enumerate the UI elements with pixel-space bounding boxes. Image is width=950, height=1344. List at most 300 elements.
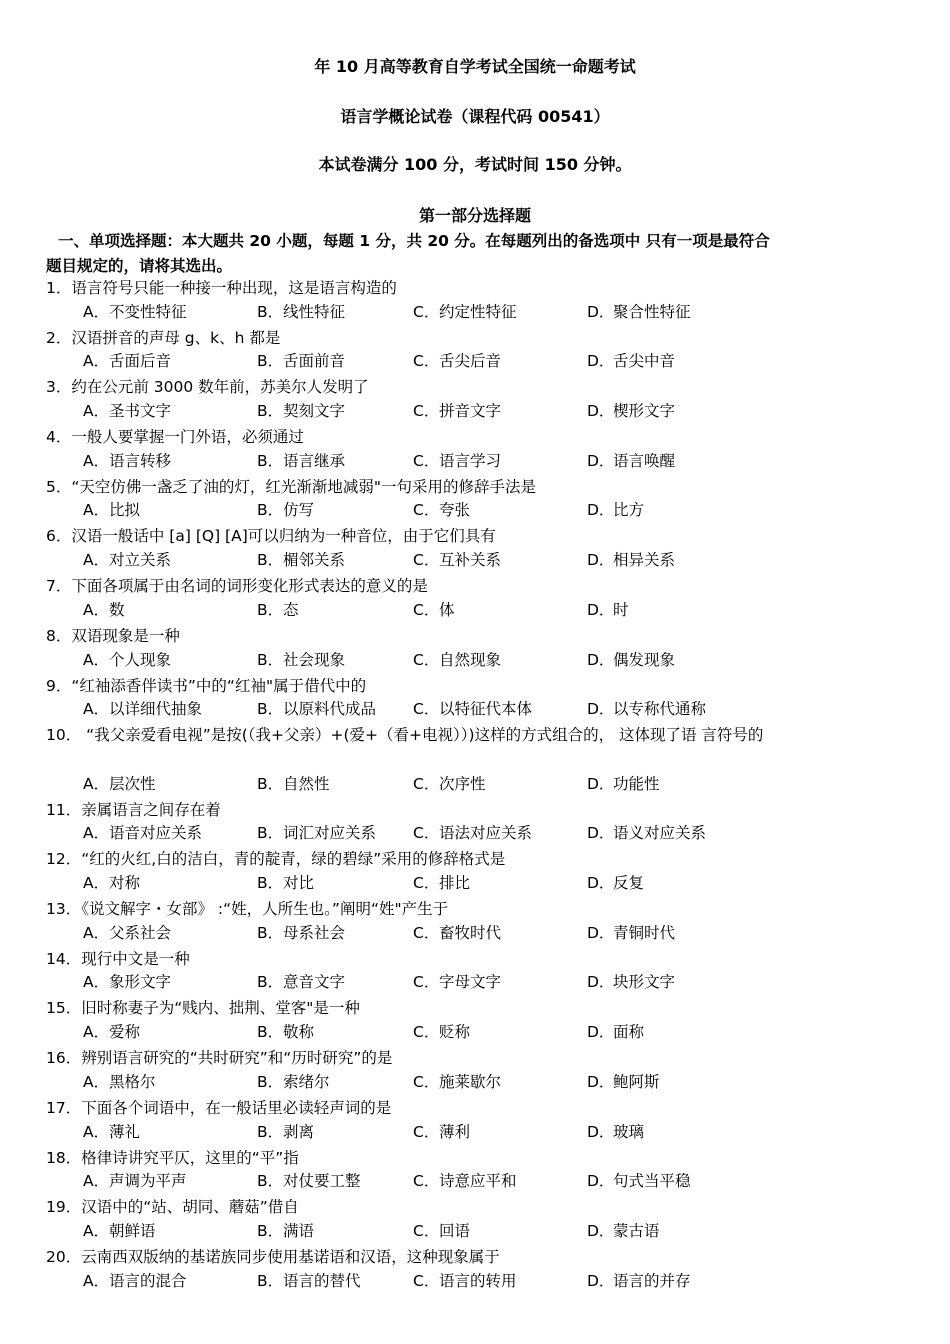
option-text: 比拟 <box>109 501 141 520</box>
option-text: 语言的替代 <box>283 1271 361 1290</box>
option-d[interactable] <box>587 598 629 622</box>
option-letter: A． <box>83 1221 110 1240</box>
option-letter: D． <box>587 874 615 893</box>
question-item <box>46 1245 916 1295</box>
question-text: 汉语一般话中 [a] [Q] [A]可以归纳为一种音位，由于它们具有 <box>71 527 496 546</box>
question-stem <box>46 1046 392 1070</box>
option-text: 夸张 <box>439 501 471 520</box>
question-item <box>46 1146 916 1196</box>
question-text: 汉语拼音的声母 g、k、h 都是 <box>71 328 281 347</box>
option-letter: C． <box>413 600 440 619</box>
question-number: 17． <box>46 1098 82 1117</box>
option-text: 玻璃 <box>613 1122 645 1141</box>
option-text: 剥离 <box>283 1122 315 1141</box>
option-c[interactable] <box>413 970 501 994</box>
option-text: 楔形文字 <box>613 402 676 421</box>
option-d[interactable] <box>587 697 706 721</box>
option-d[interactable] <box>587 772 660 796</box>
option-letter: C． <box>413 551 440 570</box>
option-d[interactable] <box>587 1169 691 1193</box>
option-d[interactable] <box>587 970 675 994</box>
question-number: 6． <box>46 527 72 546</box>
option-c[interactable] <box>413 1070 501 1094</box>
question-stem <box>46 847 505 871</box>
option-letter: D． <box>587 551 615 570</box>
question-text: 下面各项属于由名词的词形变化形式表达的意义的是 <box>71 577 428 596</box>
option-text: 敬称 <box>283 1023 315 1042</box>
option-b[interactable] <box>257 1219 314 1243</box>
question-stem <box>46 475 536 499</box>
option-text: 楣邻关系 <box>283 551 346 570</box>
option-text: 语言的并存 <box>613 1271 691 1290</box>
option-text: 青铜时代 <box>613 923 676 942</box>
option-letter: D． <box>587 824 615 843</box>
option-text: 以详细代抽象 <box>109 700 203 719</box>
option-letter: B． <box>257 923 284 942</box>
option-text: 以专称代通称 <box>613 700 707 719</box>
option-text: 比方 <box>613 501 645 520</box>
option-letter: D． <box>587 650 615 669</box>
option-text: 功能性 <box>613 774 660 793</box>
option-c[interactable] <box>413 1120 470 1144</box>
question-text: 《说文解字・女部》 :“姓，人所生也。”阐明“姓"产生于 <box>81 900 449 919</box>
option-d[interactable] <box>587 1070 660 1094</box>
question-number: 13． <box>46 900 82 919</box>
option-text: 语法对应关系 <box>439 824 533 843</box>
instructions-line-1: 一、单项选择题：本大题共 20 小题，每题 1 分，共 20 分。在每题列出的备选项中 只有一项是最符合 <box>58 232 770 250</box>
option-text: 薄礼 <box>109 1122 141 1141</box>
question-text: 格律诗讲究平仄，这里的“平”指 <box>81 1148 299 1167</box>
option-letter: B． <box>257 600 284 619</box>
question-stem <box>46 1096 391 1120</box>
option-text: 次序性 <box>439 774 486 793</box>
option-row <box>46 300 916 324</box>
question-number: 1． <box>46 279 72 297</box>
option-b[interactable] <box>257 648 345 672</box>
option-a[interactable] <box>83 1219 156 1243</box>
option-letter: B． <box>257 1271 284 1290</box>
option-text: 不变性特征 <box>109 302 187 321</box>
option-d[interactable] <box>587 349 675 373</box>
question-list <box>46 276 916 1295</box>
question-text: 亲属语言之间存在着 <box>81 800 221 819</box>
question-stem <box>46 574 428 598</box>
option-b[interactable] <box>257 1120 314 1144</box>
question-number: 15． <box>46 999 82 1018</box>
option-b[interactable] <box>257 1269 361 1293</box>
option-c[interactable] <box>413 548 501 572</box>
question-stem <box>46 1195 299 1219</box>
option-letter: B． <box>257 1122 284 1141</box>
option-text: 层次性 <box>109 774 156 793</box>
option-letter: A． <box>83 824 110 843</box>
option-text: 语音对应关系 <box>109 824 203 843</box>
question-item <box>46 723 916 798</box>
option-letter: B． <box>257 700 284 719</box>
option-letter: C． <box>413 402 440 421</box>
option-d[interactable] <box>587 449 675 473</box>
exam-title: 年 10 月高等教育自学考试全国统一命题考试 <box>314 57 636 76</box>
option-row <box>46 1070 916 1094</box>
option-letter: B． <box>257 1023 284 1042</box>
option-letter: A． <box>83 1122 110 1141</box>
option-letter: D． <box>587 774 615 793</box>
option-a[interactable] <box>83 648 171 672</box>
option-b[interactable] <box>257 548 345 572</box>
option-text: 自然现象 <box>439 650 502 669</box>
option-text: 诗意应平和 <box>439 1172 517 1191</box>
option-row <box>46 648 916 672</box>
option-c[interactable] <box>413 1169 517 1193</box>
option-text: 契刻文字 <box>283 402 346 421</box>
question-number: 2． <box>46 328 72 347</box>
option-text: 父系社会 <box>109 923 172 942</box>
option-letter: B． <box>257 824 284 843</box>
option-d[interactable] <box>587 648 675 672</box>
option-b[interactable] <box>257 821 376 845</box>
question-stem <box>46 1245 500 1269</box>
option-text: 面称 <box>613 1023 645 1042</box>
option-letter: C． <box>413 824 440 843</box>
option-letter: C． <box>413 302 440 321</box>
option-letter: A． <box>83 1072 110 1091</box>
question-text: 云南西双版纳的基诺族同步使用基诺语和汉语，这种现象属于 <box>81 1247 500 1266</box>
part-title: 第一部分选择题 <box>418 206 531 225</box>
option-text: 黑格尔 <box>109 1072 156 1091</box>
question-item <box>46 326 916 376</box>
option-text: 薄利 <box>439 1122 471 1141</box>
question-text: 辨别语言研究的“共时研究”和“历时研究”的是 <box>81 1049 393 1068</box>
option-b[interactable] <box>257 970 345 994</box>
option-text: 圣书文字 <box>109 402 172 421</box>
question-stem <box>46 996 360 1020</box>
question-item <box>46 798 916 848</box>
option-c[interactable] <box>413 921 501 945</box>
option-letter: D． <box>587 1221 615 1240</box>
option-letter: C． <box>413 923 440 942</box>
question-item <box>46 1096 916 1146</box>
option-c[interactable] <box>413 349 501 373</box>
option-row <box>46 1120 916 1144</box>
option-row <box>46 871 916 895</box>
option-letter: A． <box>83 973 110 992</box>
question-item <box>46 674 916 724</box>
question-stem <box>46 1146 299 1170</box>
option-letter: D． <box>587 1072 615 1091</box>
question-item <box>46 475 916 525</box>
option-letter: D． <box>587 1023 615 1042</box>
question-number: 18． <box>46 1148 82 1167</box>
option-text: 仿写 <box>283 501 315 520</box>
question-stem <box>46 375 369 399</box>
question-item <box>46 897 916 947</box>
question-text: 一般人要掌握一门外语，必须通过 <box>71 428 304 447</box>
option-letter: A． <box>83 551 110 570</box>
question-stem <box>46 524 496 548</box>
option-letter: C． <box>413 1221 440 1240</box>
option-b[interactable] <box>257 1169 361 1193</box>
question-text: 语言符号只能一种接一种出现，这是语言构造的 <box>71 279 397 297</box>
option-letter: D． <box>587 1122 615 1141</box>
option-text: 回语 <box>439 1221 471 1240</box>
option-text: 对立关系 <box>109 551 172 570</box>
option-letter: D． <box>587 451 615 470</box>
option-a[interactable] <box>83 449 171 473</box>
option-a[interactable] <box>83 1120 140 1144</box>
question-number: 14． <box>46 949 82 968</box>
option-d[interactable] <box>587 1120 644 1144</box>
question-item <box>46 847 916 897</box>
exam-info: 本试卷满分 100 分，考试时间 150 分钟。 <box>318 155 632 174</box>
option-letter: B． <box>257 1172 284 1191</box>
question-item <box>46 947 916 997</box>
option-text: 对仗要工整 <box>283 1172 361 1191</box>
option-c[interactable] <box>413 1020 470 1044</box>
option-letter: A． <box>83 923 110 942</box>
option-text: 语言继承 <box>283 451 346 470</box>
option-c[interactable] <box>413 399 501 423</box>
option-b[interactable] <box>257 697 376 721</box>
question-number: 12． <box>46 850 82 869</box>
option-a[interactable] <box>83 399 171 423</box>
option-a[interactable] <box>83 871 140 895</box>
option-b[interactable] <box>257 349 345 373</box>
option-row <box>46 772 916 796</box>
option-letter: C． <box>413 1122 440 1141</box>
option-text: 反复 <box>613 874 645 893</box>
option-text: 以原料代成品 <box>283 700 377 719</box>
option-letter: A． <box>83 352 110 371</box>
option-a[interactable] <box>83 697 202 721</box>
option-letter: B． <box>257 874 284 893</box>
option-b[interactable] <box>257 300 345 324</box>
option-a[interactable] <box>83 821 202 845</box>
question-number: 20． <box>46 1247 82 1266</box>
option-c[interactable] <box>413 1269 517 1293</box>
option-letter: B． <box>257 1221 284 1240</box>
question-text: 双语现象是一种 <box>71 626 180 645</box>
option-text: 数 <box>109 600 125 619</box>
question-text: 汉语中的“站、胡同、蘑菇”借自 <box>81 1198 299 1217</box>
option-d[interactable] <box>587 498 644 522</box>
option-text: 相异关系 <box>613 551 676 570</box>
option-letter: B． <box>257 551 284 570</box>
option-letter: B． <box>257 501 284 520</box>
option-letter: A． <box>83 774 110 793</box>
question-text: 现行中文是一种 <box>81 949 190 968</box>
option-letter: A． <box>83 1271 110 1290</box>
option-a[interactable] <box>83 1269 187 1293</box>
option-text: 舌面前音 <box>283 352 346 371</box>
option-letter: A． <box>83 501 110 520</box>
option-row <box>46 449 916 473</box>
question-number: 19． <box>46 1198 82 1217</box>
question-text: 下面各个词语中，在一般话里必读轻声词的是 <box>81 1098 392 1117</box>
option-b[interactable] <box>257 1070 330 1094</box>
option-a[interactable] <box>83 921 171 945</box>
option-a[interactable] <box>83 498 140 522</box>
option-text: 体 <box>439 600 455 619</box>
option-letter: C． <box>413 874 440 893</box>
option-a[interactable] <box>83 598 125 622</box>
option-row <box>46 349 916 373</box>
option-letter: B． <box>257 650 284 669</box>
option-c[interactable] <box>413 449 501 473</box>
question-text: 约在公元前 3000 数年前，苏美尔人发明了 <box>71 378 369 397</box>
option-letter: B． <box>257 402 284 421</box>
option-text: 索绪尔 <box>283 1072 330 1091</box>
option-a[interactable] <box>83 1169 187 1193</box>
option-d[interactable] <box>587 1219 660 1243</box>
question-number: 3． <box>46 378 72 397</box>
option-letter: C． <box>413 1072 440 1091</box>
option-letter: D． <box>587 1271 615 1290</box>
question-stem <box>46 798 221 822</box>
option-text: 语言学习 <box>439 451 502 470</box>
question-item <box>46 574 916 624</box>
option-b[interactable] <box>257 1020 314 1044</box>
question-item <box>46 524 916 574</box>
option-text: 聚合性特征 <box>613 302 691 321</box>
option-c[interactable] <box>413 697 532 721</box>
option-letter: B． <box>257 451 284 470</box>
option-d[interactable] <box>587 300 691 324</box>
option-b[interactable] <box>257 921 345 945</box>
option-text: 块形文字 <box>613 973 676 992</box>
question-text: “红袖添香伴读书”中的“红袖"属于借代中的 <box>71 676 367 695</box>
option-c[interactable] <box>413 1219 470 1243</box>
question-stem <box>46 947 190 971</box>
option-text: 以特征代本体 <box>439 700 533 719</box>
option-text: 满语 <box>283 1221 315 1240</box>
option-a[interactable] <box>83 772 156 796</box>
option-d[interactable] <box>587 548 675 572</box>
option-text: 拼音文字 <box>439 402 502 421</box>
option-text: 象形文字 <box>109 973 172 992</box>
option-letter: A． <box>83 650 110 669</box>
option-letter: D． <box>587 1172 615 1191</box>
question-number: 10． <box>46 726 82 745</box>
option-text: 朝鲜语 <box>109 1221 156 1240</box>
option-text: 畜牧时代 <box>439 923 502 942</box>
option-text: 语义对应关系 <box>613 824 707 843</box>
option-a[interactable] <box>83 1020 140 1044</box>
option-letter: B． <box>257 1072 284 1091</box>
option-row <box>46 697 916 721</box>
option-c[interactable] <box>413 821 532 845</box>
instructions-line-2: 题目规定的，请将其选出。 <box>46 257 233 275</box>
option-text: 舌尖后音 <box>439 352 502 371</box>
question-stem <box>46 897 448 921</box>
option-c[interactable] <box>413 648 501 672</box>
option-b[interactable] <box>257 598 299 622</box>
option-letter: D． <box>587 501 615 520</box>
option-a[interactable] <box>83 1070 156 1094</box>
option-text: 语言唤醒 <box>613 451 676 470</box>
option-letter: B． <box>257 973 284 992</box>
option-letter: C． <box>413 774 440 793</box>
option-row <box>46 1269 916 1293</box>
option-d[interactable] <box>587 1020 644 1044</box>
question-stem <box>46 326 280 350</box>
option-b[interactable] <box>257 399 345 423</box>
option-row <box>46 498 916 522</box>
option-d[interactable] <box>587 921 675 945</box>
question-stem <box>46 723 908 748</box>
option-a[interactable] <box>83 970 171 994</box>
option-row <box>46 548 916 572</box>
option-b[interactable] <box>257 449 345 473</box>
option-text: 句式当平稳 <box>613 1172 691 1191</box>
question-number: 16． <box>46 1049 82 1068</box>
option-letter: C． <box>413 501 440 520</box>
question-text: 旧时称妻子为“贱内、拙荆、堂客"是一种 <box>81 999 360 1018</box>
option-text: 个人现象 <box>109 650 172 669</box>
option-letter: B． <box>257 302 284 321</box>
option-text: 互补关系 <box>439 551 502 570</box>
question-item <box>46 425 916 475</box>
option-text: 社会现象 <box>283 650 346 669</box>
question-item <box>46 624 916 674</box>
option-text: 态 <box>283 600 299 619</box>
option-b[interactable] <box>257 871 314 895</box>
question-number: 4． <box>46 428 72 447</box>
option-b[interactable] <box>257 498 314 522</box>
option-text: 意音文字 <box>283 973 346 992</box>
option-b[interactable] <box>257 772 330 796</box>
option-letter: A． <box>83 1023 110 1042</box>
option-d[interactable] <box>587 1269 691 1293</box>
option-letter: C． <box>413 352 440 371</box>
option-c[interactable] <box>413 598 455 622</box>
option-a[interactable] <box>83 349 171 373</box>
option-c[interactable] <box>413 300 517 324</box>
option-row <box>46 1169 916 1193</box>
option-d[interactable] <box>587 821 706 845</box>
option-text: 线性特征 <box>283 302 346 321</box>
option-row <box>46 598 916 622</box>
option-letter: D． <box>587 973 615 992</box>
option-letter: A． <box>83 1172 110 1191</box>
option-a[interactable] <box>83 300 187 324</box>
question-number: 9． <box>46 676 72 695</box>
option-text: 时 <box>613 600 629 619</box>
option-d[interactable] <box>587 399 675 423</box>
option-text: 语言转移 <box>109 451 172 470</box>
question-item <box>46 375 916 425</box>
option-letter: A． <box>83 600 110 619</box>
option-letter: C． <box>413 650 440 669</box>
question-stem <box>46 425 304 449</box>
option-letter: A． <box>83 700 110 719</box>
option-text: 爱称 <box>109 1023 141 1042</box>
option-c[interactable] <box>413 772 486 796</box>
option-letter: C． <box>413 1023 440 1042</box>
option-d[interactable] <box>587 871 644 895</box>
question-item <box>46 1046 916 1096</box>
option-letter: D． <box>587 352 615 371</box>
option-a[interactable] <box>83 548 171 572</box>
option-text: 对比 <box>283 874 315 893</box>
section-instructions <box>46 229 912 279</box>
option-letter: D． <box>587 600 615 619</box>
option-text: 约定性特征 <box>439 302 517 321</box>
option-c[interactable] <box>413 498 470 522</box>
option-text: 舌尖中音 <box>613 352 676 371</box>
option-letter: D． <box>587 700 615 719</box>
option-c[interactable] <box>413 871 470 895</box>
question-number: 8． <box>46 626 72 645</box>
